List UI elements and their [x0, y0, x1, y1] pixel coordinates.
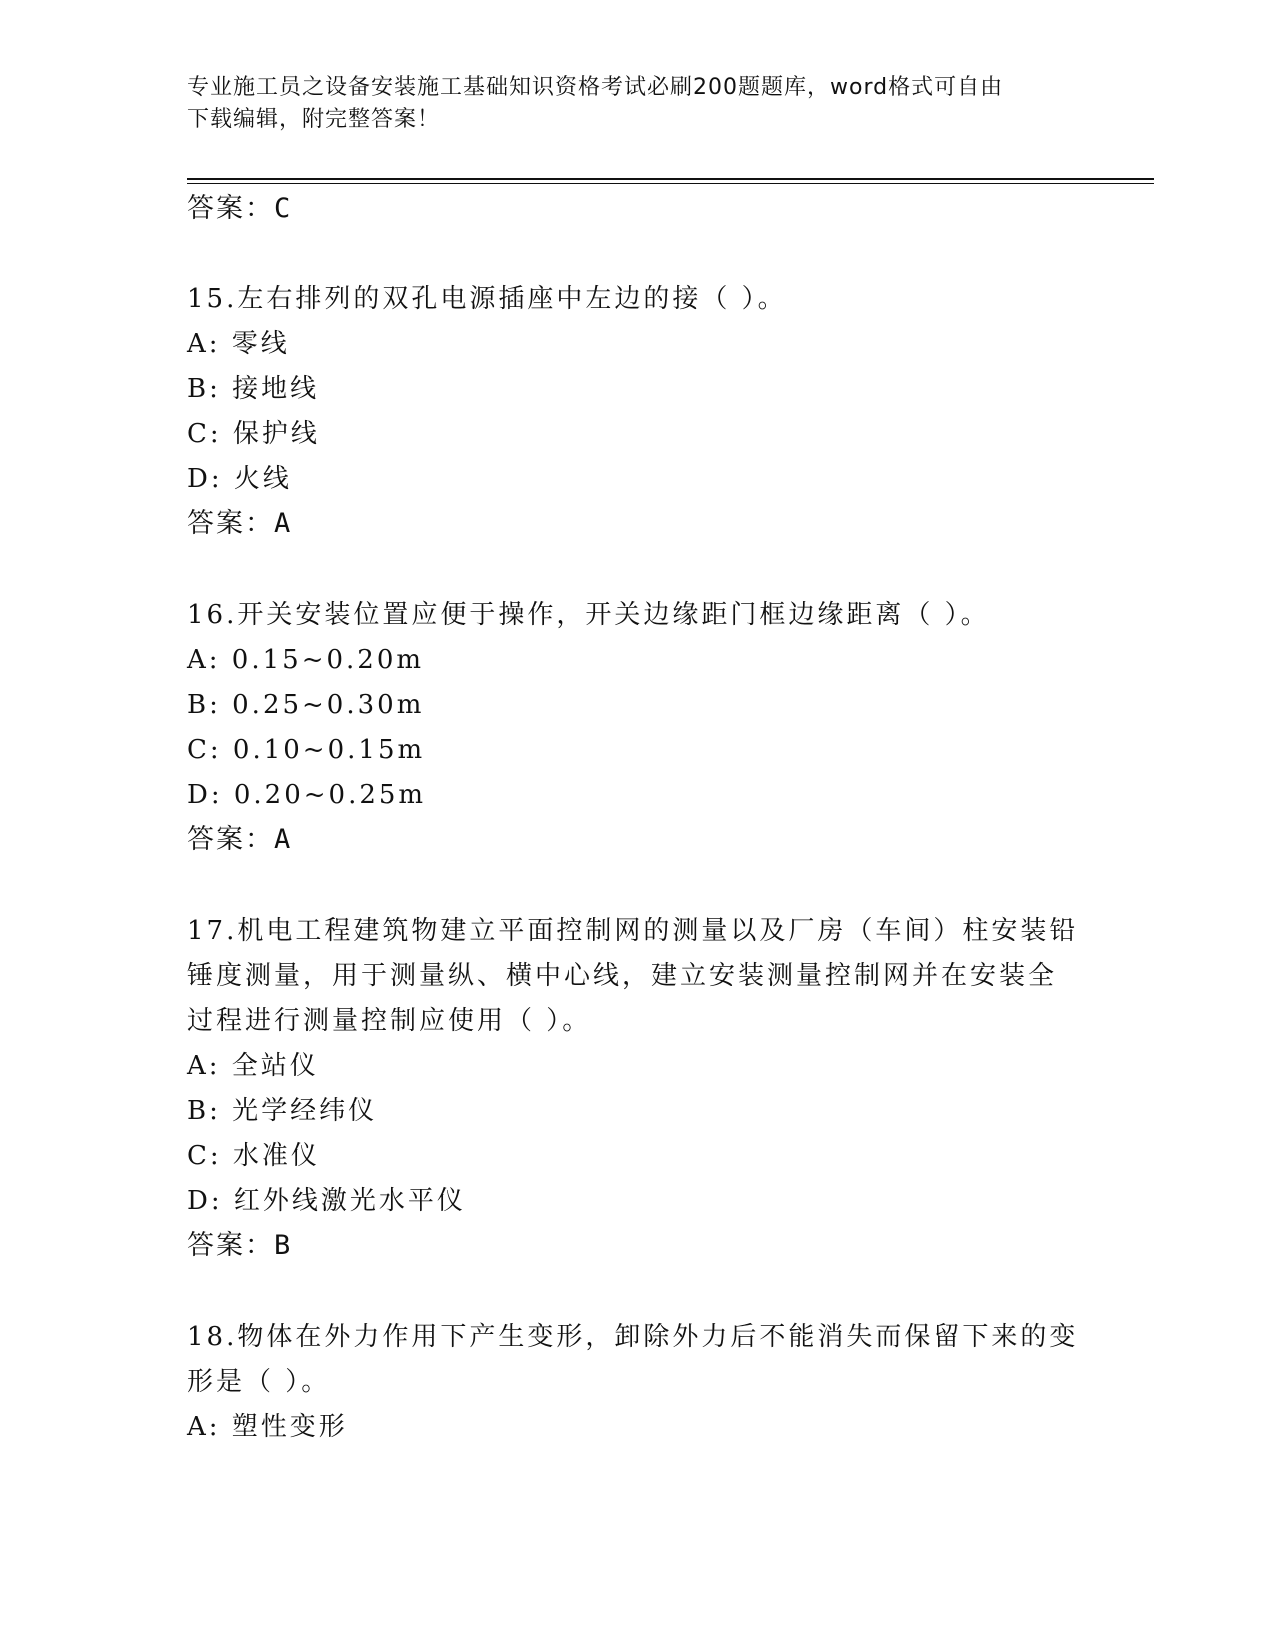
answer-label: 答案：	[187, 193, 274, 224]
question-16-option-b: B: 0.25~0.30m	[187, 690, 425, 720]
answer-17	[187, 1229, 292, 1263]
question-18-option-a: A: 塑性变形	[187, 1412, 348, 1442]
question-16-stem: 16.开关安装位置应便于操作，开关边缘距门框边缘距离（ ）。	[187, 600, 990, 630]
answer-14	[187, 192, 292, 226]
document-header	[187, 72, 1087, 136]
question-17-option-c: C: 水准仪	[187, 1141, 320, 1171]
question-17-option-a: A: 全站仪	[187, 1051, 319, 1081]
question-17-option-d: D: 红外线激光水平仪	[187, 1186, 466, 1216]
question-16-option-c: C: 0.10~0.15m	[187, 735, 426, 765]
question-18-stem-line-1: 18.物体在外力作用下产生变形，卸除外力后不能消失而保留下来的变	[187, 1322, 1079, 1352]
question-15-option-a: A: 零线	[187, 329, 290, 359]
answer-16	[187, 823, 292, 857]
question-15-option-d: D: 火线	[187, 464, 292, 494]
answer-value: A	[274, 824, 293, 855]
question-18-stem-line-2: 形是（ ）。	[187, 1367, 331, 1397]
header-title-line-1: 专业施工员之设备安装施工基础知识资格考试必刷200题题库，word格式可自由	[187, 75, 1004, 100]
header-divider	[187, 178, 1154, 180]
answer-value: C	[274, 193, 293, 224]
question-17-option-b: B: 光学经纬仪	[187, 1096, 378, 1126]
question-15-stem: 15.左右排列的双孔电源插座中左边的接（ ）。	[187, 284, 787, 314]
question-16-option-a: A: 0.15~0.20m	[187, 645, 425, 675]
question-15-option-b: B: 接地线	[187, 374, 320, 404]
answer-label: 答案：	[187, 824, 274, 855]
question-16-option-d: D: 0.20~0.25m	[187, 780, 427, 810]
question-17-stem-line-1: 17.机电工程建筑物建立平面控制网的测量以及厂房（车间）柱安装铅	[187, 916, 1079, 946]
question-15-option-c: C: 保护线	[187, 419, 320, 449]
question-17-stem-line-3: 过程进行测量控制应使用（ ）。	[187, 1006, 592, 1036]
question-17-stem-line-2: 锤度测量，用于测量纵、横中心线，建立安装测量控制网并在安装全	[187, 961, 1058, 991]
header-divider-thin	[187, 183, 1154, 184]
header-title-line-2: 下载编辑，附完整答案！	[187, 107, 441, 132]
answer-label: 答案：	[187, 1230, 274, 1261]
answer-value: A	[274, 508, 293, 539]
answer-value: B	[274, 1230, 293, 1261]
answer-label: 答案：	[187, 508, 274, 539]
answer-15	[187, 507, 292, 541]
